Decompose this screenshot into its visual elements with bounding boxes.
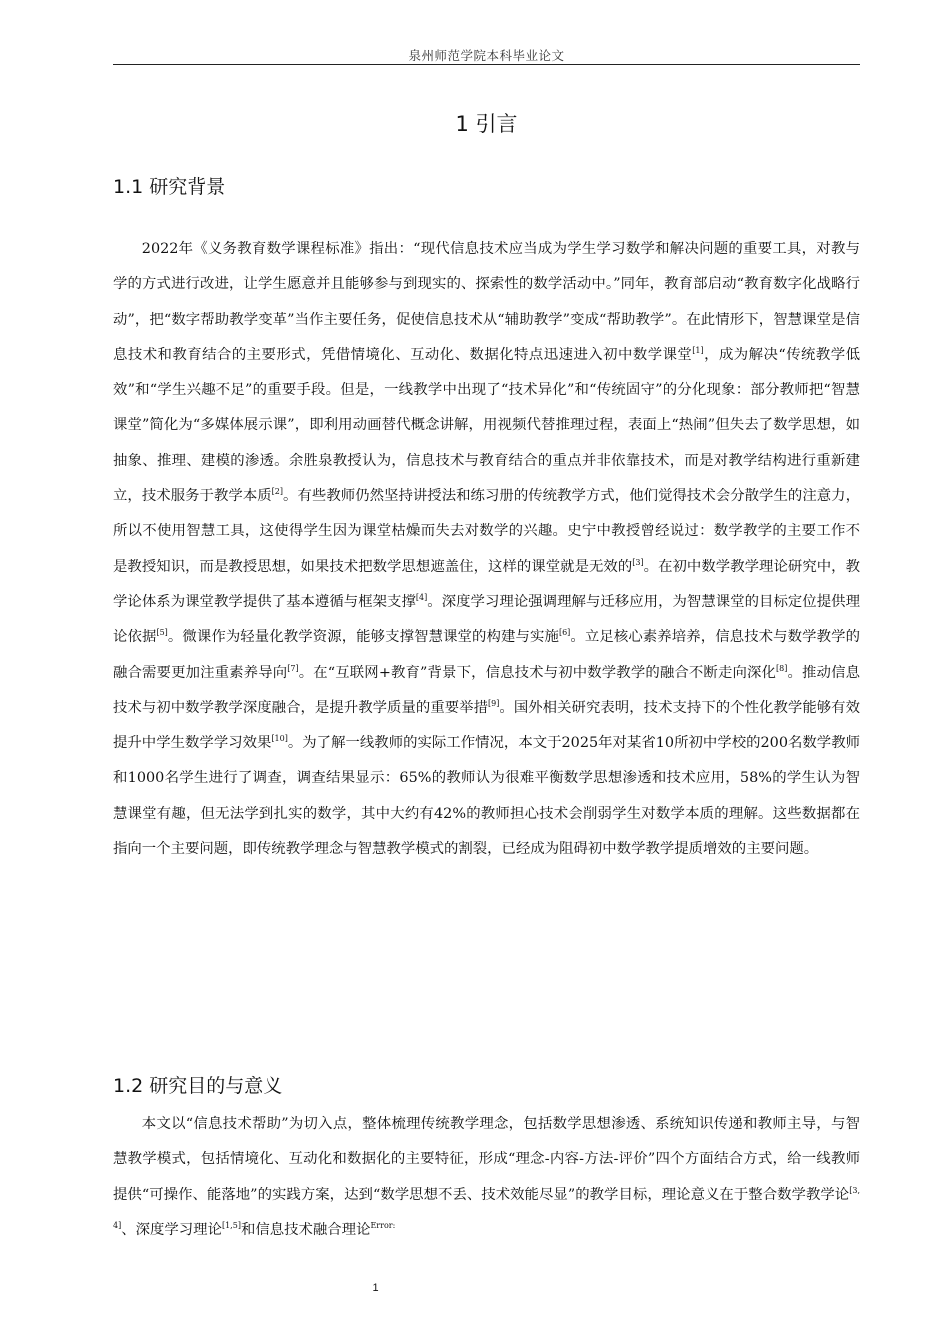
section-heading-research-purpose: 1.2 研究目的与意义 [113,1075,283,1097]
citation-marker: [7] [287,663,299,673]
text-run: 。深度学习理论强调理解与迁移应用，为智慧课堂的目标定位提供理论依据 [113,593,860,646]
citation-marker: [6] [558,628,571,638]
text-run: 。在初中数学教学理论研究中，教学论体系为课堂教学提供了基本遵循与框架支撑 [113,558,860,610]
citation-marker: [3,4] [113,1185,860,1231]
citation-marker: [1] [692,346,704,356]
citation-marker: [8] [776,663,788,673]
text-run: 。在“互联网+教育”背景下，信息技术与初中数学教学的融合不断走向深化 [298,664,777,681]
citation-marker: [3] [632,557,644,567]
section-heading-research-background: 1.1 研究背景 [113,176,226,198]
text-run: 本文以“信息技术帮助”为切入点，整体梳理传统教学理念，包括数学思想渗透、系统知识传递和教师主导，与智慧教学模式，包括情境化、互动化和数据化的主要特征，形成“理念-内容-方法-评价”四个方面结合方式，给一线教师提供“可操作、能落地”的实践方案，达到“数学思想不丢、技术效能尽显”的教学目标，理论意义在于整合数学教学论 [113,1116,860,1203]
citation-marker: Error: [370,1221,396,1231]
text-run: 2022年《义务教育数学课程标准》指出：“现代信息技术应当成为学生学习数学和解决问题的重要工具，对教与学的方式进行改进，让学生愿意并且能够参与到现实的、探索性的数学活动中。”同年，教育部启动“教育数字化战略行动”，把“数字帮助教学变革”当作主要任务，促使信息技术从“辅助教学”变成“帮助教学”。在此情形下，智慧课堂是信息技术和教育结合的主要形式，凭借情境化、互动化、数据化特点迅速进入初中数学课堂 [113,241,860,363]
body-paragraph-research-purpose [113,1107,860,1248]
text-run: ，成为解决“传统教学低效”和“学生兴趣不足”的重要手段。但是，一线教学中出现了“技术异化”和“传统固守”的分化现象：部分教师把“智慧课堂”简化为“多媒体展示课”，即利用动画替代概念讲解，用视频代替推理过程，表面上“热闹”但失去了数学思想，如抽象、推理、建模的渗透。余胜泉教授认为，信息技术与教育结合的重点并非依靠技术，而是对教学结构进行重新建立，技术服务于教学本质 [113,346,860,505]
citation-marker: [2] [271,487,284,497]
citation-marker: [4] [415,593,428,603]
page-number: 1 [372,1282,379,1294]
text-run: 、深度学习理论 [121,1221,222,1238]
citation-marker: [5] [156,628,168,638]
text-run: 。有些教师仍然坚持讲授法和练习册的传统教学方式，他们觉得技术会分散学生的注意力，所以不使用智慧工具，这使得学生因为课堂枯燥而失去对数学的兴趣。史宁中教授曾经说过：数学教学的主要工作不是教授知识，而是教授思想，如果技术把数学思想遮盖住，这样的课堂就是无效的 [113,488,860,575]
citation-marker: [9] [488,699,500,709]
text-run: 。立足核心素养培养，信息技术与数学教学的融合需要更加注重素养导向 [113,629,860,681]
text-run: 。推动信息技术与初中数学教学深度融合，是提升教学质量的重要举措 [113,664,860,716]
text-run: 。微课作为轻量化教学资源，能够支撑智慧课堂的构建与实施 [167,629,559,646]
text-run: 。国外相关研究表明，技术支持下的个性化教学能够有效提升中学生数学学习效果 [113,699,860,752]
text-run: 。为了解一线教师的实际工作情况，本文于2025年对某省10所初中学校的200名数学教师和1000名学生进行了调查，调查结果显示：65%的教师认为很难平衡数学思想渗透和技术应用，58%的学生认为智慧课堂有趣，但无法学到扎实的数学，其中大约有42%的教师担心技术会削弱学生对数学本质的理解。这些数据都在指向一个主要问题，即传统教学理念与智慧教学模式的割裂，已经成为阻碍初中数学教学提质增效的主要问题。 [113,735,860,858]
citation-marker: [1,5] [221,1221,241,1231]
body-paragraph-research-background [113,232,860,867]
running-header: 泉州师范学院本科毕业论文 [408,48,565,63]
text-run: 和信息技术融合理论 [240,1221,371,1238]
header-rule [113,64,860,65]
citation-marker: [10] [271,734,288,744]
chapter-title: 1 引言 [455,112,518,136]
